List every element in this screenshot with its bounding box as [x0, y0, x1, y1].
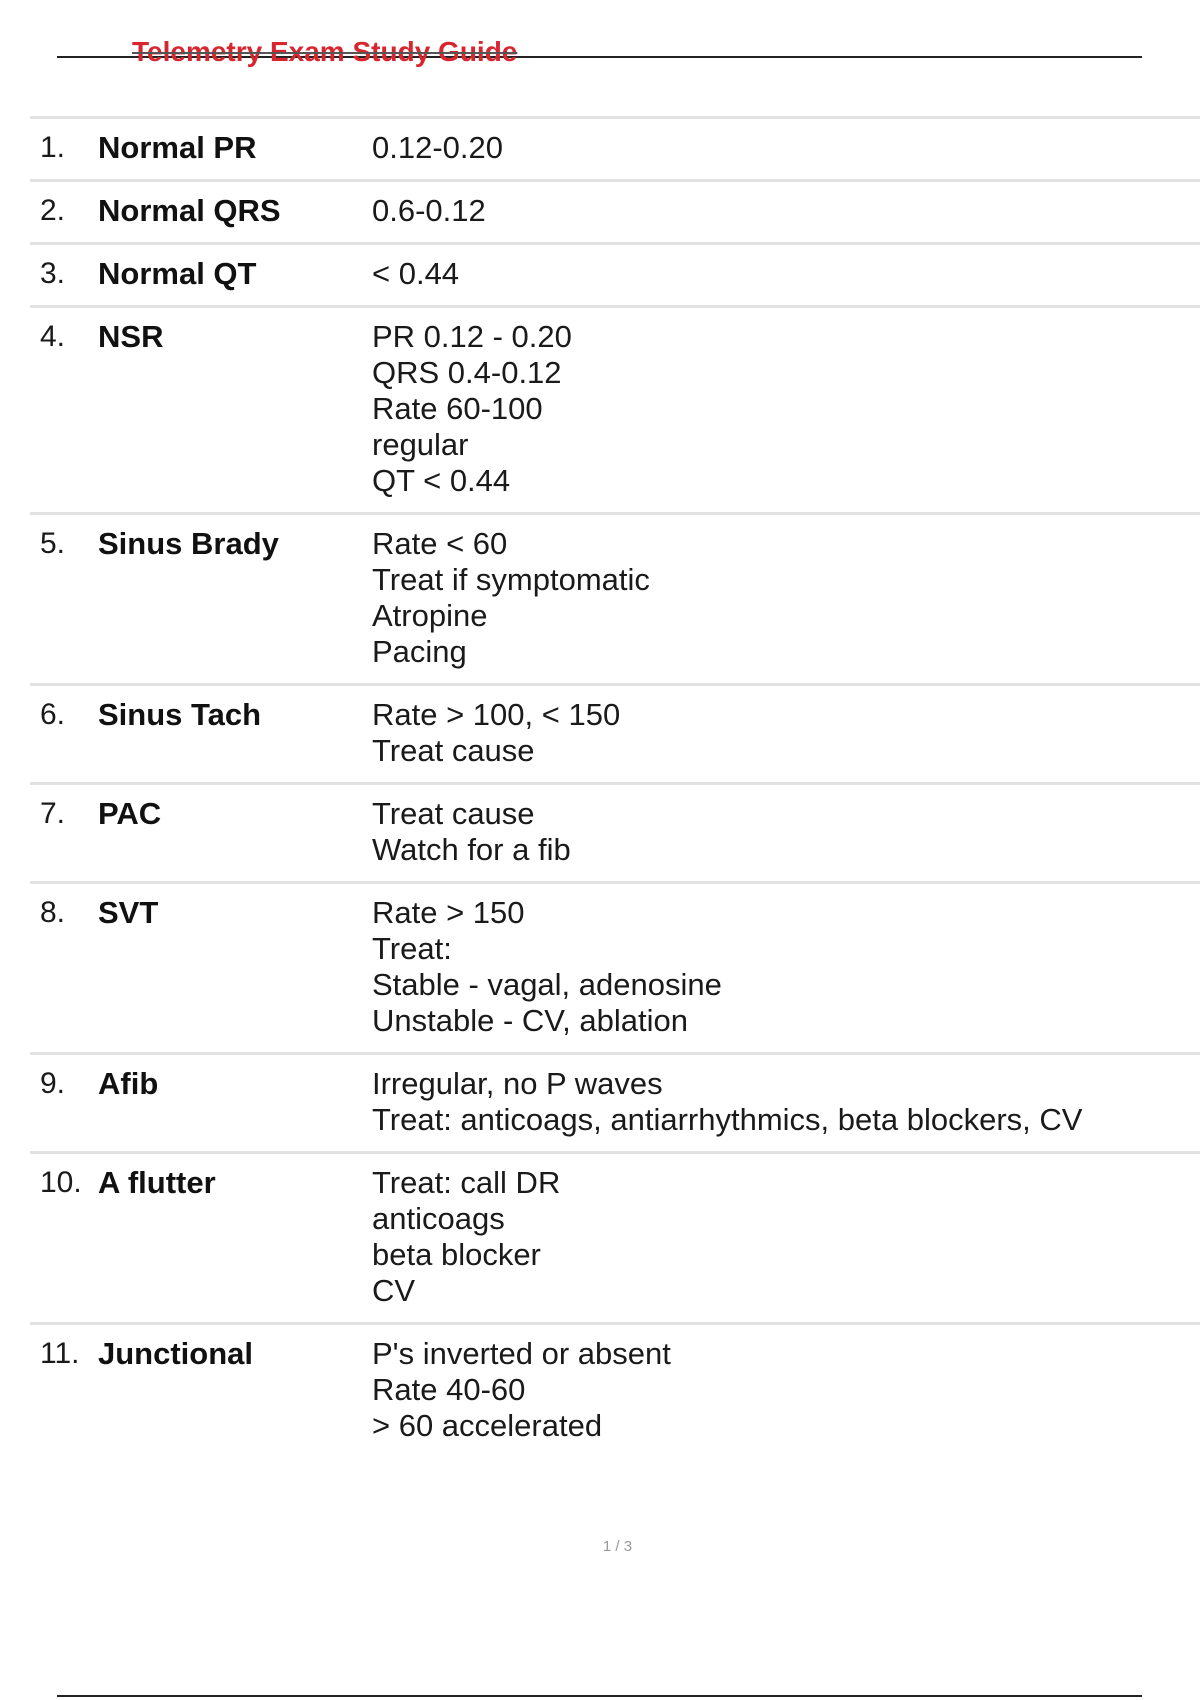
row-number: 4. — [40, 320, 66, 353]
description-line: QT < 0.44 — [372, 463, 511, 498]
description-line: Treat cause — [372, 733, 535, 768]
term-label: Afib — [98, 1066, 159, 1101]
description-line: Stable - vagal, adenosine — [372, 967, 722, 1002]
description-line: Treat cause — [372, 796, 535, 831]
description-line: Atropine — [372, 598, 488, 633]
term-label: A flutter — [98, 1165, 216, 1200]
table-row — [30, 308, 1200, 515]
footer-rule — [57, 1695, 1142, 1697]
table-row — [30, 1154, 1200, 1325]
term-description — [372, 796, 1200, 868]
study-guide-table — [30, 116, 1200, 1457]
description-line: Unstable - CV, ablation — [372, 1003, 688, 1038]
row-number: 1. — [40, 131, 66, 164]
table-row — [30, 1325, 1200, 1457]
term-description — [372, 1165, 1200, 1309]
row-number: 2. — [40, 194, 66, 227]
description-line: Treat: anticoags, antiarrhythmics, beta blockers, CV — [372, 1102, 1083, 1137]
term-description — [372, 319, 1200, 499]
term-description — [372, 130, 1200, 166]
term-description — [372, 895, 1200, 1039]
row-number: 6. — [40, 698, 66, 731]
description-line: CV — [372, 1273, 416, 1308]
row-number: 7. — [40, 797, 66, 830]
description-line: Rate > 100, < 150 — [372, 697, 621, 732]
table-row — [30, 119, 1200, 182]
page-indicator: 1 / 3 — [602, 1538, 633, 1555]
description-line: Rate 40-60 — [372, 1372, 526, 1407]
table-row — [30, 884, 1200, 1055]
description-line: Treat: — [372, 931, 452, 966]
term-description — [372, 1066, 1200, 1138]
description-line: beta blocker — [372, 1237, 541, 1272]
term-label: Sinus Tach — [98, 697, 262, 732]
row-number: 10. — [40, 1166, 82, 1199]
row-number: 5. — [40, 527, 66, 560]
description-line: > 60 accelerated — [372, 1408, 603, 1443]
description-line: anticoags — [372, 1201, 505, 1236]
row-number: 11. — [40, 1337, 80, 1370]
description-line: Pacing — [372, 634, 467, 669]
table-row — [30, 245, 1200, 308]
description-line: Rate > 150 — [372, 895, 525, 930]
description-line: 0.6-0.12 — [372, 193, 486, 228]
row-number: 9. — [40, 1067, 66, 1100]
description-line: Treat: call DR — [372, 1165, 561, 1200]
term-label: PAC — [98, 796, 162, 831]
term-label: Sinus Brady — [98, 526, 279, 561]
description-line: < 0.44 — [372, 256, 460, 291]
description-line: regular — [372, 427, 469, 462]
table-row — [30, 1055, 1200, 1154]
table-row — [30, 785, 1200, 884]
term-label: Normal QRS — [98, 193, 281, 228]
term-description — [372, 193, 1200, 229]
term-label: NSR — [98, 319, 164, 354]
row-number: 8. — [40, 896, 66, 929]
description-line: Rate 60-100 — [372, 391, 543, 426]
table-row — [30, 686, 1200, 785]
description-line: P's inverted or absent — [372, 1336, 671, 1371]
term-label: Normal PR — [98, 130, 257, 165]
row-number: 3. — [40, 257, 66, 290]
description-line: Irregular, no P waves — [372, 1066, 663, 1101]
description-line: Rate < 60 — [372, 526, 508, 561]
term-label: Junctional — [98, 1336, 254, 1371]
table-row — [30, 515, 1200, 686]
description-line: PR 0.12 - 0.20 — [372, 319, 572, 354]
term-label: SVT — [98, 895, 159, 930]
term-description — [372, 526, 1200, 670]
page-header — [57, 30, 1142, 67]
description-line: Watch for a fib — [372, 832, 571, 867]
term-description — [372, 256, 1200, 292]
document-title: Telemetry Exam Study Guide — [132, 36, 518, 67]
description-line: QRS 0.4-0.12 — [372, 355, 562, 390]
term-description — [372, 1336, 1200, 1444]
term-label: Normal QT — [98, 256, 257, 291]
description-line: 0.12-0.20 — [372, 130, 503, 165]
description-line: Treat if symptomatic — [372, 562, 650, 597]
term-description — [372, 697, 1200, 769]
table-row — [30, 182, 1200, 245]
